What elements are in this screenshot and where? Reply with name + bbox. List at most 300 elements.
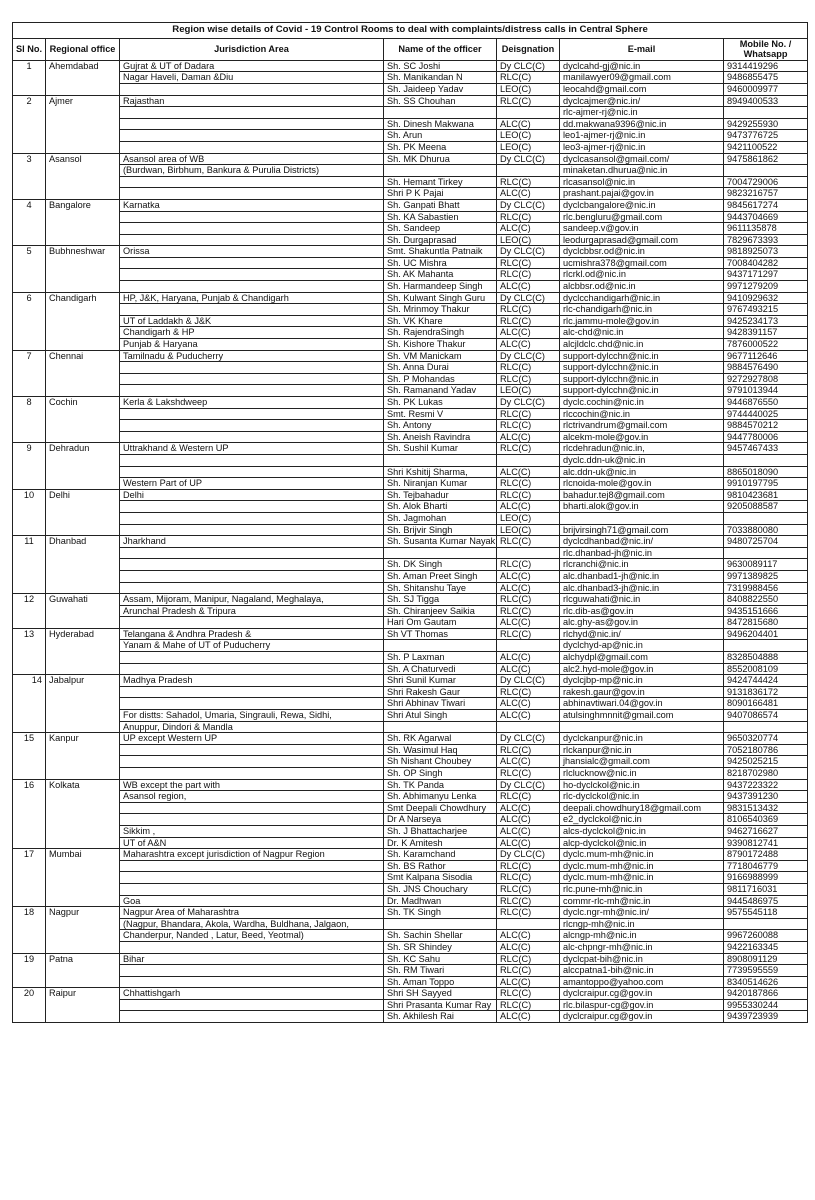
email-address: dyclcdhanbad@nic.in/ <box>560 536 724 548</box>
designation: RLC(C) <box>497 373 560 385</box>
email-address: rlctrivandrum@gmail.com <box>560 420 724 432</box>
jurisdiction-area <box>120 373 384 385</box>
jurisdiction-area: Yanam & Mahe of UT of Puducherry <box>120 640 384 652</box>
mobile-number <box>724 721 808 733</box>
email-address <box>560 512 724 524</box>
officer-name: Sh. Shitanshu Taye <box>384 582 497 594</box>
jurisdiction-area: UT of A&N <box>120 837 384 849</box>
officer-name: Sh. Aman Preet Singh <box>384 570 497 582</box>
officer-name: Sh. Jagmohan <box>384 512 497 524</box>
jurisdiction-area: (Nagpur, Bhandara, Akola, Wardha, Buldhana, Jalgaon, <box>120 918 384 930</box>
designation: ALC(C) <box>497 582 560 594</box>
officer-name: Sh. DK Singh <box>384 559 497 571</box>
jurisdiction-area <box>120 107 384 119</box>
table-row <box>13 95 808 107</box>
table-row <box>13 454 808 466</box>
header-mobile-line2: Whatsapp <box>743 49 788 60</box>
jurisdiction-area: Nagar Haveli, Daman &Diu <box>120 72 384 84</box>
control-room-document <box>12 22 807 1023</box>
serial-number: 5 <box>13 246 46 292</box>
mobile-number: 9791013944 <box>724 385 808 397</box>
table-row <box>13 234 808 246</box>
email-address: dyclc.ddn-uk@nic.in <box>560 454 724 466</box>
email-address: alc2.hyd-mole@gov.in <box>560 663 724 675</box>
email-address: dyclc.ngr-mh@nic.in/ <box>560 907 724 919</box>
officer-name: Sh. AK Mahanta <box>384 269 497 281</box>
table-row <box>13 339 808 351</box>
mobile-number: 8408822550 <box>724 594 808 606</box>
mobile-number: 9439723939 <box>724 1011 808 1023</box>
email-address: alcbbsr.od@nic.in <box>560 281 724 293</box>
table-row <box>13 524 808 536</box>
jurisdiction-area <box>120 582 384 594</box>
officer-name: Sh. BS Rathor <box>384 860 497 872</box>
header-officer-name: Name of the officer <box>384 38 497 60</box>
regional-office: Mumbai <box>46 849 120 907</box>
designation: ALC(C) <box>497 1011 560 1023</box>
serial-number: 6 <box>13 292 46 350</box>
designation: LEO(C) <box>497 385 560 397</box>
designation: ALC(C) <box>497 501 560 513</box>
officer-name: Sh. RajendraSingh <box>384 327 497 339</box>
table-row <box>13 628 808 640</box>
jurisdiction-area: HP, J&K, Haryana, Punjab & Chandigarh <box>120 292 384 304</box>
jurisdiction-area <box>120 756 384 768</box>
table-row <box>13 107 808 119</box>
table-row <box>13 744 808 756</box>
officer-name: Sh. Tejbahadur <box>384 489 497 501</box>
jurisdiction-area <box>120 744 384 756</box>
designation: RLC(C) <box>497 965 560 977</box>
officer-name: Sh. RM Tiwari <box>384 965 497 977</box>
regional-office: Chandigarh <box>46 292 120 350</box>
table-row <box>13 698 808 710</box>
email-address: e2_dyclckol@nic.in <box>560 814 724 826</box>
serial-number: 10 <box>13 489 46 535</box>
header-mobile-line1: Mobile No. / <box>739 38 792 49</box>
email-address: dyclcchandigarh@nic.in <box>560 292 724 304</box>
table-row <box>13 895 808 907</box>
table-row <box>13 652 808 664</box>
table-row <box>13 327 808 339</box>
mobile-number: 8218702980 <box>724 768 808 780</box>
officer-name: Sh. VM Manickam <box>384 350 497 362</box>
table-row <box>13 802 808 814</box>
table-row <box>13 176 808 188</box>
serial-number: 12 <box>13 594 46 629</box>
jurisdiction-area <box>120 211 384 223</box>
mobile-number: 9425234173 <box>724 315 808 327</box>
officer-name: Sh. Kishore Thakur <box>384 339 497 351</box>
designation: Dy CLC(C) <box>497 849 560 861</box>
officer-name: Shri Atul Singh <box>384 710 497 722</box>
designation: RLC(C) <box>497 408 560 420</box>
officer-name: Sh. Abhimanyu Lenka <box>384 791 497 803</box>
designation: ALC(C) <box>497 825 560 837</box>
officer-name: Sh. Jaideep Yadav <box>384 83 497 95</box>
designation: ALC(C) <box>497 431 560 443</box>
designation: ALC(C) <box>497 327 560 339</box>
jurisdiction-area: Assam, Mijoram, Manipur, Nagaland, Meghalaya, <box>120 594 384 606</box>
mobile-number: 8908091129 <box>724 953 808 965</box>
email-address: rlcngp-mh@nic.in <box>560 918 724 930</box>
jurisdiction-area <box>120 547 384 559</box>
email-address: dyclc.mum-mh@nic.in <box>560 872 724 884</box>
table-row <box>13 1011 808 1023</box>
officer-name: Sh. Aman Toppo <box>384 976 497 988</box>
header-regional-office: Regional office <box>46 38 120 60</box>
mobile-number: 7718046779 <box>724 860 808 872</box>
mobile-number: 9971389825 <box>724 570 808 582</box>
jurisdiction-area <box>120 976 384 988</box>
regional-office: Cochin <box>46 397 120 443</box>
designation: RLC(C) <box>497 362 560 374</box>
jurisdiction-area <box>120 431 384 443</box>
email-address: amantoppo@yahoo.com <box>560 976 724 988</box>
designation: LEO(C) <box>497 524 560 536</box>
officer-name: Sh. VK Khare <box>384 315 497 327</box>
serial-number: 15 <box>13 733 46 779</box>
email-address: dyclcbbsr.od@nic.in <box>560 246 724 258</box>
table-row <box>13 814 808 826</box>
designation: LEO(C) <box>497 83 560 95</box>
designation: RLC(C) <box>497 628 560 640</box>
officer-name: Sh. Kulwant Singh Guru <box>384 292 497 304</box>
designation: ALC(C) <box>497 118 560 130</box>
table-row <box>13 350 808 362</box>
table-row <box>13 663 808 675</box>
email-address: alc-chd@nic.in <box>560 327 724 339</box>
email-address: alc.dhanbad3-jh@nic.in <box>560 582 724 594</box>
jurisdiction-area: Maharashtra except jurisdiction of Nagpur Region <box>120 849 384 861</box>
officer-name: Sh. P Laxman <box>384 652 497 664</box>
table-row <box>13 443 808 455</box>
jurisdiction-area: Orissa <box>120 246 384 258</box>
officer-name <box>384 165 497 177</box>
mobile-number: 8790172488 <box>724 849 808 861</box>
table-row <box>13 199 808 211</box>
mobile-number: 9390812741 <box>724 837 808 849</box>
jurisdiction-area <box>120 420 384 432</box>
table-row <box>13 976 808 988</box>
table-row <box>13 501 808 513</box>
table-row <box>13 570 808 582</box>
jurisdiction-area <box>120 118 384 130</box>
officer-name: Sh. Mrinmoy Thakur <box>384 304 497 316</box>
jurisdiction-area: Chanderpur, Nanded , Latur, Beed, Yeotmal) <box>120 930 384 942</box>
email-address: rlc.bilaspur-cg@gov.in <box>560 999 724 1011</box>
mobile-number: 9967260088 <box>724 930 808 942</box>
designation: LEO(C) <box>497 141 560 153</box>
jurisdiction-area: Madhya Pradesh <box>120 675 384 687</box>
officer-name: Sh. Harmandeep Singh <box>384 281 497 293</box>
mobile-number: 9480725704 <box>724 536 808 548</box>
email-address: jhansialc@gmail.com <box>560 756 724 768</box>
email-address: rlcranchi@nic.in <box>560 559 724 571</box>
table-row <box>13 281 808 293</box>
mobile-number: 9422163345 <box>724 941 808 953</box>
jurisdiction-area: Rajasthan <box>120 95 384 107</box>
mobile-number: 7829673393 <box>724 234 808 246</box>
table-row <box>13 547 808 559</box>
table-row <box>13 246 808 258</box>
jurisdiction-area <box>120 768 384 780</box>
email-address: dyclc.cochin@nic.in <box>560 397 724 409</box>
officer-name: Sh. Antony <box>384 420 497 432</box>
table-row <box>13 153 808 165</box>
jurisdiction-area <box>120 466 384 478</box>
table-row <box>13 582 808 594</box>
table-row <box>13 408 808 420</box>
table-row <box>13 849 808 861</box>
email-address: support-dylcchn@nic.in <box>560 350 724 362</box>
mobile-number: 9424744424 <box>724 675 808 687</box>
officer-name: Shri Sunil Kumar <box>384 675 497 687</box>
mobile-number: 9421100522 <box>724 141 808 153</box>
email-address: rlc.pune-mh@nic.in <box>560 883 724 895</box>
email-address: prashant.pajai@gov.in <box>560 188 724 200</box>
table-row <box>13 292 808 304</box>
table-row <box>13 269 808 281</box>
officer-name: Sh. SJ Tigga <box>384 594 497 606</box>
jurisdiction-area <box>120 257 384 269</box>
serial-number: 2 <box>13 95 46 153</box>
header-mobile <box>724 38 808 60</box>
email-address: rlc.dhanbad-jh@nic.in <box>560 547 724 559</box>
document-title: Region wise details of Covid - 19 Control Rooms to deal with complaints/distress calls in Central Sphere <box>13 23 808 39</box>
table-row <box>13 130 808 142</box>
email-address: manilawyer09@gmail.com <box>560 72 724 84</box>
email-address: dyclcbangalore@nic.in <box>560 199 724 211</box>
designation: RLC(C) <box>497 443 560 455</box>
designation: Dy CLC(C) <box>497 779 560 791</box>
officer-name: Sh. Chiranjeev Saikia <box>384 605 497 617</box>
jurisdiction-area: Goa <box>120 895 384 907</box>
email-address: support-dylcchn@nic.in <box>560 373 724 385</box>
mobile-number: 7319988456 <box>724 582 808 594</box>
email-address: leo3-ajmer-rj@nic.in <box>560 141 724 153</box>
officer-name: Sh. Aneish Ravindra <box>384 431 497 443</box>
jurisdiction-area: Anuppur, Dindori & Mandla <box>120 721 384 733</box>
email-address: minaketan.dhurua@nic.in <box>560 165 724 177</box>
designation: Dy CLC(C) <box>497 199 560 211</box>
mobile-number: 9437223322 <box>724 779 808 791</box>
jurisdiction-area: Nagpur Area of Maharashtra <box>120 907 384 919</box>
table-row <box>13 420 808 432</box>
regional-office: Guwahati <box>46 594 120 629</box>
jurisdiction-area <box>120 454 384 466</box>
table-row <box>13 883 808 895</box>
email-address: deepali.chowdhury18@gmail.com <box>560 802 724 814</box>
officer-name: Smt Deepali Chowdhury <box>384 802 497 814</box>
mobile-number: 9446876550 <box>724 397 808 409</box>
table-row <box>13 918 808 930</box>
table-row <box>13 988 808 1000</box>
serial-number: 7 <box>13 350 46 396</box>
officer-name: Dr A Narseya <box>384 814 497 826</box>
officer-name: Sh. RK Agarwal <box>384 733 497 745</box>
designation: RLC(C) <box>497 988 560 1000</box>
table-row <box>13 431 808 443</box>
mobile-number: 9457467433 <box>724 443 808 455</box>
designation: RLC(C) <box>497 594 560 606</box>
table-row <box>13 605 808 617</box>
designation: ALC(C) <box>497 188 560 200</box>
mobile-number: 8552008109 <box>724 663 808 675</box>
jurisdiction-area <box>120 883 384 895</box>
email-address: alcngp-mh@nic.in <box>560 930 724 942</box>
regional-office: Nagpur <box>46 907 120 953</box>
jurisdiction-area <box>120 130 384 142</box>
designation: RLC(C) <box>497 791 560 803</box>
table-row <box>13 941 808 953</box>
jurisdiction-area <box>120 1011 384 1023</box>
designation: RLC(C) <box>497 304 560 316</box>
mobile-number: 9496204401 <box>724 628 808 640</box>
email-address: leodurgaprasad@gmail.com <box>560 234 724 246</box>
officer-name <box>384 107 497 119</box>
designation: ALC(C) <box>497 814 560 826</box>
header-jurisdiction: Jurisdiction Area <box>120 38 384 60</box>
designation <box>497 721 560 733</box>
designation: ALC(C) <box>497 281 560 293</box>
jurisdiction-area <box>120 223 384 235</box>
email-address: dyclchyd-ap@nic.in <box>560 640 724 652</box>
officer-name: Sh. P Mohandas <box>384 373 497 385</box>
table-row <box>13 860 808 872</box>
jurisdiction-area: Telangana & Andhra Pradesh & <box>120 628 384 640</box>
mobile-number: 9410929632 <box>724 292 808 304</box>
serial-number: 4 <box>13 199 46 245</box>
email-address: leo1-ajmer-rj@nic.in <box>560 130 724 142</box>
jurisdiction-area: Kerla & Lakshdweep <box>120 397 384 409</box>
mobile-number: 9435151666 <box>724 605 808 617</box>
designation: RLC(C) <box>497 211 560 223</box>
email-address: dd.makwana9396@nic.in <box>560 118 724 130</box>
mobile-number: 9429255930 <box>724 118 808 130</box>
mobile-number: 9884570212 <box>724 420 808 432</box>
officer-name: Shri P K Pajai <box>384 188 497 200</box>
designation: Dy CLC(C) <box>497 675 560 687</box>
officer-name: Sh. PK Meena <box>384 141 497 153</box>
officer-name: Sh. A Chaturvedi <box>384 663 497 675</box>
table-row <box>13 257 808 269</box>
header-designation: Deisgnation <box>497 38 560 60</box>
designation: RLC(C) <box>497 883 560 895</box>
officer-name: Sh. Karamchand <box>384 849 497 861</box>
regional-office: Dhanbad <box>46 536 120 594</box>
jurisdiction-area <box>120 501 384 513</box>
designation: ALC(C) <box>497 617 560 629</box>
mobile-number: 9166988999 <box>724 872 808 884</box>
email-address: rlchyd@nic.in/ <box>560 628 724 640</box>
designation <box>497 918 560 930</box>
designation: Dy CLC(C) <box>497 350 560 362</box>
header-email: E-mail <box>560 38 724 60</box>
email-address: rlcrkl.od@nic.in <box>560 269 724 281</box>
jurisdiction-area: For distts: Sahadol, Umaria, Singrauli, Rewa, Sidhi, <box>120 710 384 722</box>
serial-number: 8 <box>13 397 46 443</box>
mobile-number: 8340514626 <box>724 976 808 988</box>
jurisdiction-area: UT of Laddakh & J&K <box>120 315 384 327</box>
designation: RLC(C) <box>497 605 560 617</box>
designation: ALC(C) <box>497 223 560 235</box>
designation <box>497 640 560 652</box>
jurisdiction-area <box>120 234 384 246</box>
mobile-number: 9650320774 <box>724 733 808 745</box>
mobile-number: 9611135878 <box>724 223 808 235</box>
regional-office: Chennai <box>46 350 120 396</box>
officer-name: Hari Om Gautam <box>384 617 497 629</box>
officer-name: Sh. MK Dhurua <box>384 153 497 165</box>
jurisdiction-area: Sikkim , <box>120 825 384 837</box>
mobile-number: 9811716031 <box>724 883 808 895</box>
jurisdiction-area <box>120 860 384 872</box>
email-address: dyclc.mum-mh@nic.in <box>560 860 724 872</box>
email-address: rlc.dib-as@gov.in <box>560 605 724 617</box>
email-address: bahadur.tej8@gmail.com <box>560 489 724 501</box>
mobile-number: 7004729006 <box>724 176 808 188</box>
designation: Dy CLC(C) <box>497 60 560 72</box>
email-address: brijvirsingh71@gmail.com <box>560 524 724 536</box>
jurisdiction-area: Karnatka <box>120 199 384 211</box>
officer-name: Shri Abhinav Tiwari <box>384 698 497 710</box>
designation: RLC(C) <box>497 315 560 327</box>
table-row <box>13 165 808 177</box>
designation: LEO(C) <box>497 512 560 524</box>
email-address <box>560 721 724 733</box>
designation: RLC(C) <box>497 489 560 501</box>
mobile-number: 7033880080 <box>724 524 808 536</box>
officer-name: Sh. J Bhattacharjee <box>384 825 497 837</box>
table-row <box>13 559 808 571</box>
officer-name: Dr. K Amitesh <box>384 837 497 849</box>
mobile-number: 9205088587 <box>724 501 808 513</box>
email-address: alc.ddn-uk@nic.in <box>560 466 724 478</box>
designation: RLC(C) <box>497 72 560 84</box>
table-row <box>13 223 808 235</box>
designation <box>497 165 560 177</box>
table-row <box>13 118 808 130</box>
table-row <box>13 791 808 803</box>
officer-name: Shri Kshitij Sharma, <box>384 466 497 478</box>
jurisdiction-area: Punjab & Haryana <box>120 339 384 351</box>
email-address: rlc-dyclckol@nic.in <box>560 791 724 803</box>
officer-name <box>384 547 497 559</box>
mobile-number: 9910197795 <box>724 478 808 490</box>
mobile-number <box>724 454 808 466</box>
email-address: ucmishra378@gmail.com <box>560 257 724 269</box>
email-address: dyclcraipur.cg@gov.in <box>560 1011 724 1023</box>
jurisdiction-area <box>120 686 384 698</box>
jurisdiction-area <box>120 617 384 629</box>
jurisdiction-area <box>120 872 384 884</box>
jurisdiction-area: Western Part of UP <box>120 478 384 490</box>
regional-office: Ajmer <box>46 95 120 153</box>
designation: RLC(C) <box>497 895 560 907</box>
jurisdiction-area: Gujrat & UT of Dadara <box>120 60 384 72</box>
designation: RLC(C) <box>497 95 560 107</box>
designation: LEO(C) <box>497 234 560 246</box>
serial-number: 20 <box>13 988 46 1023</box>
mobile-number: 9272927808 <box>724 373 808 385</box>
mobile-number <box>724 512 808 524</box>
jurisdiction-area <box>120 663 384 675</box>
email-address: alc.dhanbad1-jh@nic.in <box>560 570 724 582</box>
designation: LEO(C) <box>497 130 560 142</box>
table-row <box>13 512 808 524</box>
mobile-number: 9428391157 <box>724 327 808 339</box>
